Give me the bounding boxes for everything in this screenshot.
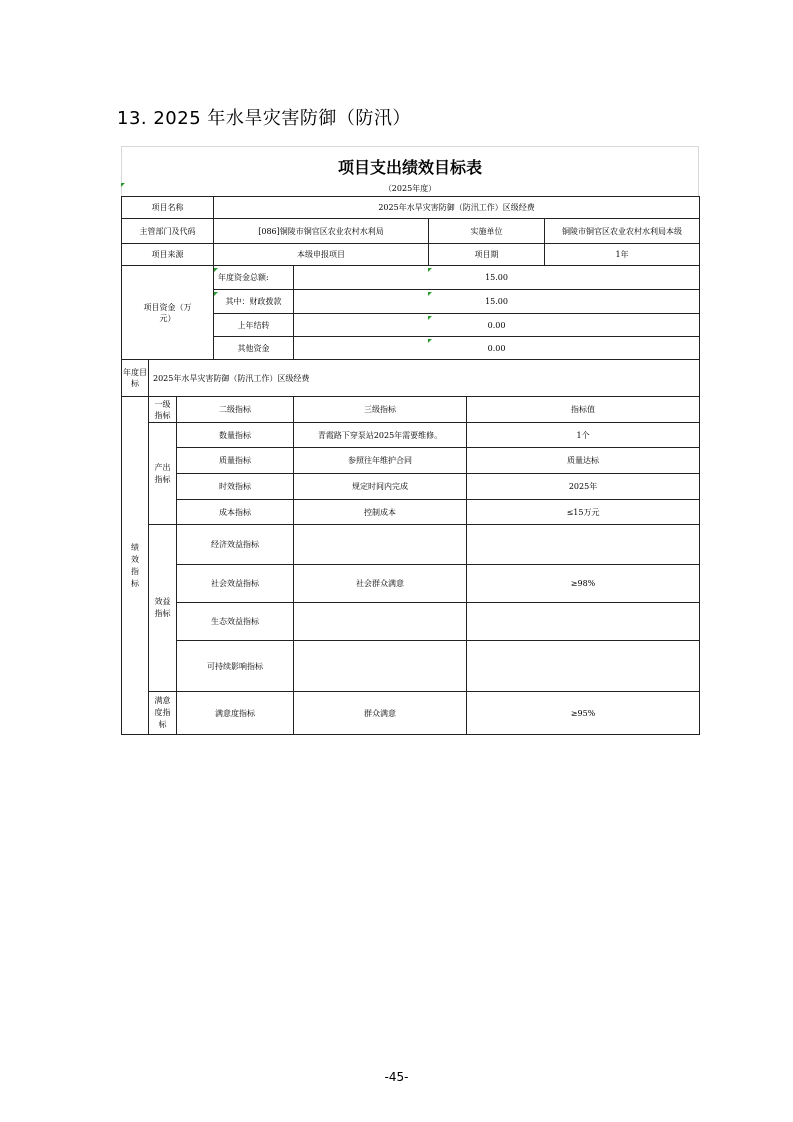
benefit-level2: 社会效益指标 xyxy=(177,565,294,603)
table-row xyxy=(122,500,700,525)
benefit-value xyxy=(467,641,700,692)
output-label: 产出指标 xyxy=(149,423,177,525)
page-number: -45- xyxy=(384,1070,409,1084)
dept-label: 主管部门及代码 xyxy=(122,219,214,244)
satisfaction-level3: 群众满意 xyxy=(294,692,467,735)
impl-label: 实施单位 xyxy=(429,219,545,244)
cell-marker xyxy=(428,316,432,320)
benefit-value xyxy=(467,603,700,641)
benefit-level3 xyxy=(294,603,467,641)
impl-value: 铜陵市铜官区农业农村水利局本级 xyxy=(545,219,700,244)
benefit-value xyxy=(467,525,700,565)
performance-table xyxy=(121,196,700,735)
cell-marker xyxy=(214,268,218,272)
benefit-level3 xyxy=(294,641,467,692)
fund-value: 15.00 xyxy=(294,266,700,290)
table-row xyxy=(122,219,700,244)
dept-value: [086]铜陵市铜官区农业农村水利局 xyxy=(214,219,429,244)
cell-marker xyxy=(428,268,432,272)
header-value: 指标值 xyxy=(467,397,700,423)
table-year: （2025年度） xyxy=(383,184,437,193)
header-level3: 三级指标 xyxy=(294,397,467,423)
cell-marker xyxy=(428,292,432,296)
period-value: 1年 xyxy=(545,244,700,266)
table-row xyxy=(122,641,700,692)
header-level2: 二级指标 xyxy=(177,397,294,423)
benefit-level2: 经济效益指标 xyxy=(177,525,294,565)
source-value: 本级申报项目 xyxy=(214,244,429,266)
table-row xyxy=(122,448,700,474)
satisfaction-level2: 满意度指标 xyxy=(177,692,294,735)
output-level2: 数量指标 xyxy=(177,423,294,448)
source-label: 项目来源 xyxy=(122,244,214,266)
section-heading: 13. 2025 年水旱灾害防御（防汛） xyxy=(117,108,411,129)
satisfaction-label: 满意度指标 xyxy=(149,692,177,735)
header-level1: 一级指标 xyxy=(149,397,177,423)
table-row xyxy=(122,603,700,641)
output-level3: 规定时间内完成 xyxy=(294,474,467,500)
output-level3: 青霞路下穿泵站2025年需要维修。 xyxy=(294,423,467,448)
funds-label: 项目资金（万元） xyxy=(122,266,214,360)
table-row xyxy=(122,266,700,290)
benefit-value: ≥98% xyxy=(467,565,700,603)
fund-label: 其他资金 xyxy=(214,337,294,360)
output-level2: 成本指标 xyxy=(177,500,294,525)
output-level3: 参照往年维护合同 xyxy=(294,448,467,474)
satisfaction-value: ≥95% xyxy=(467,692,700,735)
table-row xyxy=(122,360,700,397)
fund-label: 年度资金总额: xyxy=(214,266,294,290)
annual-goal-label: 年度目标 xyxy=(122,360,149,397)
table-row xyxy=(122,565,700,603)
output-value: 2025年 xyxy=(467,474,700,500)
benefit-level3: 社会群众满意 xyxy=(294,565,467,603)
period-label: 项目期 xyxy=(429,244,545,266)
fund-label: 上年结转 xyxy=(214,314,294,337)
output-level2: 质量指标 xyxy=(177,448,294,474)
table-row xyxy=(122,244,700,266)
benefit-level2: 可持续影响指标 xyxy=(177,641,294,692)
annual-goal-value: 2025年水旱灾害防御（防汛工作）区级经费 xyxy=(149,360,700,397)
table-row xyxy=(122,692,700,735)
table-row xyxy=(122,474,700,500)
table-row xyxy=(122,525,700,565)
output-level3: 控制成本 xyxy=(294,500,467,525)
cell-marker xyxy=(121,183,125,187)
fund-label: 其中：财政拨款 xyxy=(214,290,294,314)
fund-value: 0.00 xyxy=(294,337,700,360)
table-row xyxy=(122,423,700,448)
cell-marker xyxy=(214,292,218,296)
table-title-frame xyxy=(121,146,699,196)
benefit-level3 xyxy=(294,525,467,565)
output-level2: 时效指标 xyxy=(177,474,294,500)
benefit-label: 效益指标 xyxy=(149,525,177,692)
output-value: ≤15万元 xyxy=(467,500,700,525)
output-value: 1个 xyxy=(467,423,700,448)
project-name-value: 2025年水旱灾害防御（防汛工作）区级经费 xyxy=(214,197,700,219)
benefit-level2: 生态效益指标 xyxy=(177,603,294,641)
table-row xyxy=(122,397,700,423)
cell-marker xyxy=(428,339,432,343)
output-value: 质量达标 xyxy=(467,448,700,474)
perf-label: 绩效指标 xyxy=(122,397,149,735)
table-title: 项目支出绩效目标表 xyxy=(337,158,482,177)
fund-value: 15.00 xyxy=(294,290,700,314)
table-row xyxy=(122,197,700,219)
project-name-label: 项目名称 xyxy=(122,197,214,219)
fund-value: 0.00 xyxy=(294,314,700,337)
